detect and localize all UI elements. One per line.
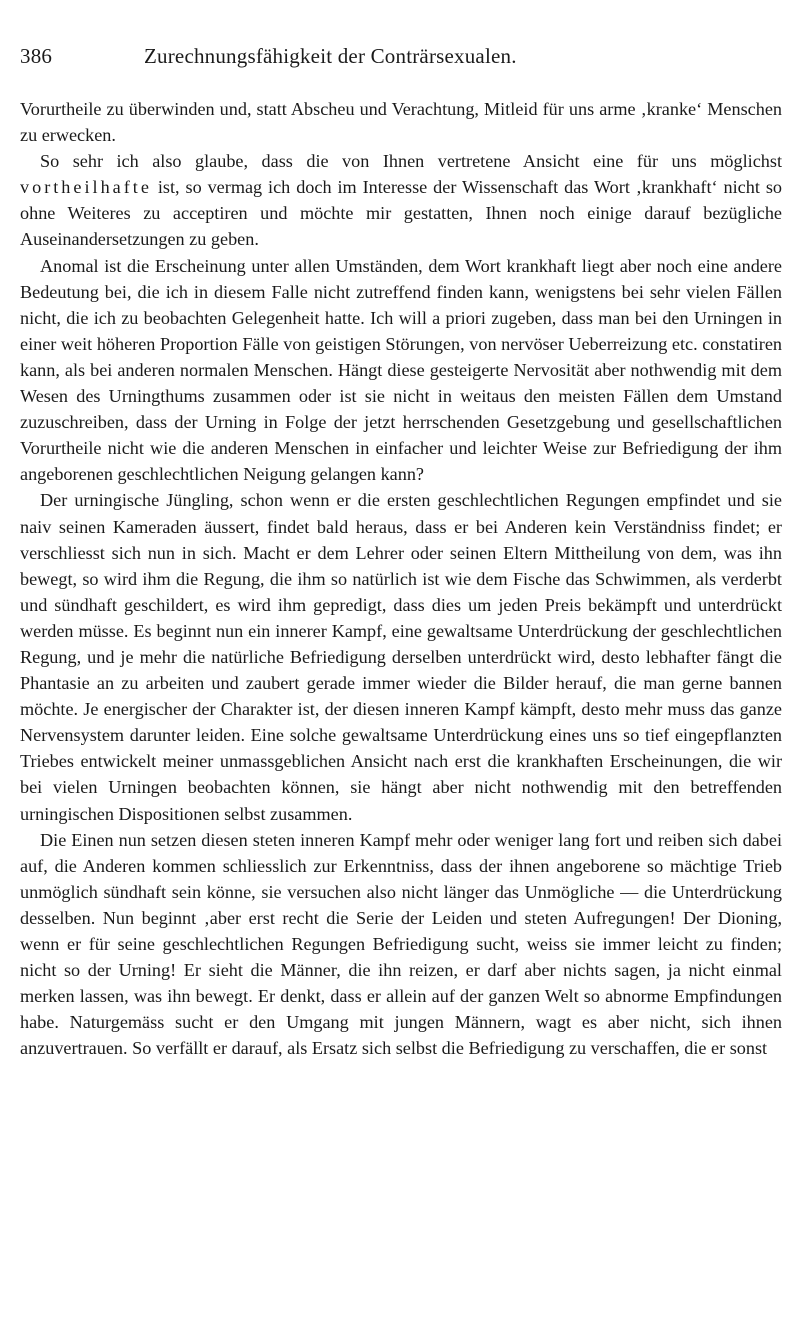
paragraph-5: Die Einen nun setzen diesen steten inneren Kampf mehr oder weniger lang fort und reiben sich dabei auf, die Anderen kommen schliesslich zur Erkenntniss, dass der ihnen angeborene so mächtige Trieb unmöglich sündhaft sein könne, sie versuchen also nicht länger das Unmögliche — die Unterdrückung desselben. Nun beginnt ‚aber erst recht die Serie der Leiden und steten Aufregungen! Der Dioning, wenn er für seine geschlechtlichen Regungen Befriedigung sucht, weiss sie immer leicht zu finden; nicht so der Urning! Er sieht die Männer, die ihn reizen, er darf aber nichts sagen, ja nicht einmal merken lassen, was ihn bewegt. Er denkt, dass er allein auf der ganzen Welt so abnorme Empfindungen habe. Naturgemäss sucht er den Umgang mit jungen Männern, wagt es aber nicht, sich ihnen anzuvertrauen. So verfällt er darauf, als Ersatz sich selbst die Befriedigung zu verschaffen, die er sonst [20, 829, 782, 1059]
book-page [20, 44, 782, 1061]
emphasized-word: vortheilhafte [20, 177, 152, 198]
paragraph-1: Vorurtheile zu überwinden und, statt Abscheu und Verachtung, Mitleid für uns arme ‚kranke‘ Menschen zu erwecken. [20, 99, 782, 146]
running-title: Zurechnungsfähigkeit der Conträrsexualen. [144, 44, 517, 68]
page-number: 386 [20, 44, 53, 68]
paragraph-3: Anomal ist die Erscheinung unter allen Umständen, dem Wort krankhaft liegt aber noch eine andere Bedeutung bei, die ich in diesem Falle nicht zutreffend finden kann, wenigstens bei sehr vielen Fällen nicht, die ich zu beobachten Gelegenheit hatte. Ich will a priori zugeben, dass man bei den Urningen in einer weit höheren Proportion Fälle von geistigen Störungen, von nervöser Ueberreizung etc. constatiren kann, als bei anderen normalen Menschen. Hängt diese gesteigerte Nervosität aber nothwendig mit dem Wesen des Urningthums zusammen oder ist sie nicht in weitaus den meisten Fällen dem Umstand zuzuschreiben, dass der Urning in Folge der jetzt herrschenden Gesetzgebung und gesellschaftlichen Vorurtheile nicht wie die anderen Menschen in einfacher und leichter Weise zur Befriedigung der ihm angeborenen geschlechtlichen Neigung gelangen kann? [20, 255, 782, 485]
paragraph-2-end: ist, so vermag ich doch im Interesse der Wissenschaft das Wort ‚krankhaft‘ nicht so ohne Weiteres zu acceptiren und möchte mir gestatten, Ihnen noch einige darauf bezügliche Auseinandersetzungen zu geben. [20, 177, 782, 250]
body-text [20, 96, 782, 1061]
paragraph-4: Der urningische Jüngling, schon wenn er die ersten geschlechtlichen Regungen empfindet und sie naiv seinen Kameraden äussert, findet bald heraus, dass er bei Anderen kein Verständniss findet; er verschliesst sich nun in sich. Macht er dem Lehrer oder seinen Eltern Mittheilung von dem, was ihn bewegt, so wird ihm die Regung, die ihm so natürlich ist wie dem Fische das Schwimmen, als verderbt und sündhaft geschildert, es wird ihm gepredigt, dass dies um jeden Preis bekämpft und unterdrückt werden müsse. Es beginnt nun ein innerer Kampf, eine gewaltsame Unterdrückung der geschlechtlichen Regung, und je mehr die natürliche Befriedigung derselben unterdrückt wird, desto lebhafter fängt die Phantasie an zu arbeiten und zaubert gerade immer wieder die Bilder herauf, die man gerne bannen möchte. Je energischer der Charakter ist, der diesen inneren Kampf kämpft, desto mehr muss das ganze Nervensystem darunter leiden. Eine solche gewaltsame Unterdrückung eines uns so tief eingepflanzten Triebes entwickelt meiner unmassgeblichen Ansicht nach erst die krankhaften Erscheinungen, die wir bei vielen Urningen beobachten können, sie hängt aber nicht nothwendig mit den betreffenden urningischen Dispositionen selbst zusammen. [20, 490, 782, 824]
paragraph-2-start: So sehr ich also glaube, dass die von Ihnen vertretene Ansicht eine für uns möglichst [40, 151, 782, 172]
running-head [20, 44, 782, 84]
paragraph-2 [20, 148, 782, 252]
